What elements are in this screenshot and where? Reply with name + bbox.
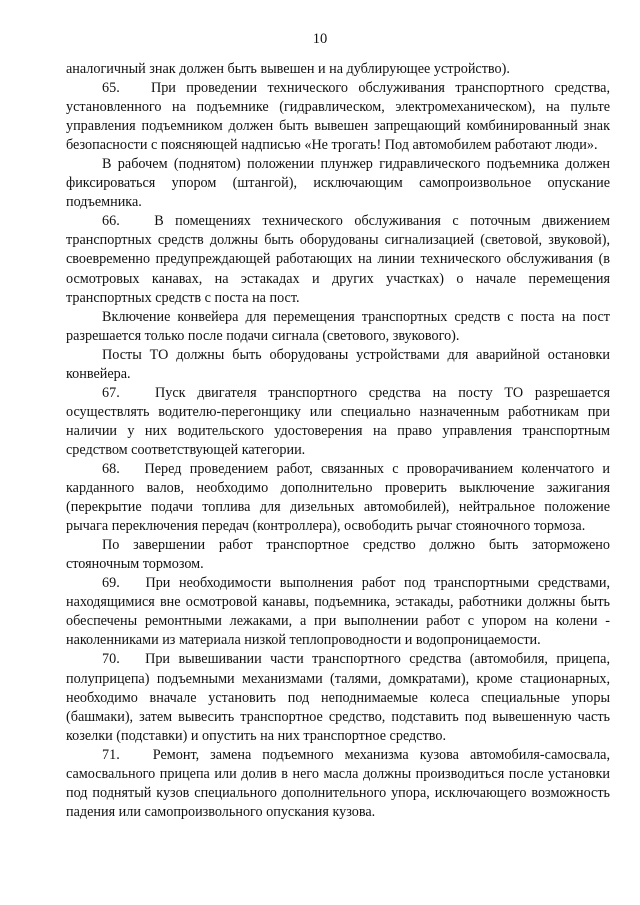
paragraph-66-conveyor: Включение конвейера для перемещения транспортных средств с поста на пост разрешается только после подачи сигнала (светового, звукового). xyxy=(66,308,610,344)
page-number: 10 xyxy=(312,31,328,47)
paragraph-65-plunger: В рабочем (поднятом) положении плунжер гидравлического подъемника должен фиксироваться упором (штангой), исключающим самопроизвольное опускание подъемника. xyxy=(66,156,610,211)
document-body xyxy=(66,60,610,822)
paragraph-67: 67. Пуск двигателя транспортного средства на посту ТО разрешается осуществлять водителю-перегонщику или специально назначенным работникам при наличии у них водительского удостоверения на право управления транспортным средством соответствующей категории. xyxy=(66,384,610,458)
paragraph-69: 69. При необходимости выполнения работ под транспортными средствами, находящимися вне осмотровой канавы, подъемника, эстакады, работники должны быть обеспечены ремонтными лежаками, а при выполнении работ с упором на колени - наколенниками из материала низкой теплопроводности и водопроницаемости. xyxy=(66,575,610,649)
paragraph-68-parking-brake: По завершении работ транспортное средство должно быть заторможено стояночным тормозом. xyxy=(66,537,610,573)
paragraph-68: 68. Перед проведением работ, связанных с проворачиванием коленчатого и карданного валов, необходимо дополнительно проверить выключение зажигания (перекрытие подачи топлива для дизельных автомобилей), нейтральное положение рычага переключения передач (контроллера), освободить рычаг стояночного тормоза. xyxy=(66,460,610,535)
paragraph-66-emergency-stop: Посты ТО должны быть оборудованы устройствами для аварийной остановки конвейера. xyxy=(66,346,610,382)
paragraph-70: 70. При вывешивании части транспортного средства (автомобиля, прицепа, полуприцепа) подъемными механизмами (талями, домкратами), кроме стационарных, необходимо вначале установить под неподнимаемые колеса специальные упоры (башмаки), затем вывесить транспортное средство, подставить под вывешенную часть козелки (подставки) и опустить на них транспортное средство. xyxy=(66,651,610,744)
paragraph-66: 66. В помещениях технического обслуживания с поточным движением транспортных средств должны быть оборудованы сигнализацией (световой, звуковой), своевременно предупреждающей работающих на линии технического обслуживания (в осмотровых канавах, на эстакадах и других участках) о начале перемещения транспортных средств с поста на пост. xyxy=(66,213,610,306)
paragraph-65: 65. При проведении технического обслуживания транспортного средства, установленного на подъемнике (гидравлическом, электромеханическом), на пульте управления подъемником должен быть вывешен запрещающий комбинированный знак безопасности с поясняющей надписью «Не трогать! Под автомобилем работают люди». xyxy=(66,80,610,154)
paragraph-71: 71. Ремонт, замена подъемного механизма кузова автомобиля-самосвала, самосвального прицепа или долив в него масла должны производиться после установки под поднятый кузов специального дополнительного упора, исключающего возможность падения или самопроизвольного опускания кузова. xyxy=(66,746,610,820)
paragraph-continuation: аналогичный знак должен быть вывешен и на дублирующее устройство). xyxy=(66,61,510,77)
